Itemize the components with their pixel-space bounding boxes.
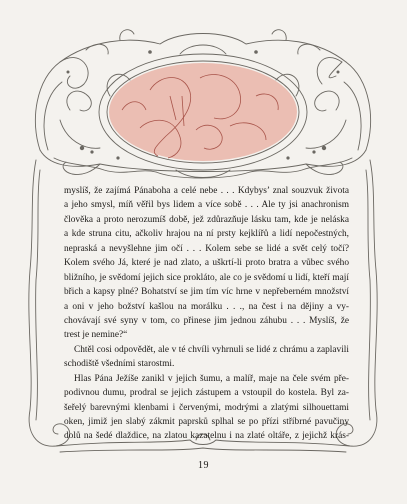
- text-line: schodiště všedními starostmi.: [64, 359, 175, 370]
- text-line: nepraská a nevyšlehne jim očí . . . Kolem sebe se lidé a svět celý točí?: [64, 243, 349, 254]
- text-line: dolů na šedé dlaždice, na zlatou kazatelnu i na zlaté oltáře, z jejichž krás-: [64, 431, 349, 442]
- text-line: a kde struna citu, ačkoliv hrajou na ní prsty kejklířů a lidí nepočestných,: [64, 229, 349, 240]
- right-frame-border: [370, 160, 377, 410]
- text-line: podivnou dumu, prodral se jejich zástupem a vstoupil do kostela. Byl za-: [64, 388, 349, 399]
- page-number: 19: [198, 460, 209, 471]
- text-line: bližního, je svědomí jejich sice prokláto, ale co je svědomí u lidí, kteří mají: [64, 272, 349, 283]
- text-line: a oni v jeho božství kašlou na morálku . . ., na čest i na dějiny a vy-: [64, 301, 349, 312]
- text-line: oken, jimiž jen slabý zákmit paprsků splhal se po přízi stříbrné pavučiny: [64, 417, 349, 427]
- text-line: a jeho smysl, míň věřil bys lidem a více sobě . . . Ale ty jsi anachronism: [64, 200, 349, 211]
- left-frame-border: [29, 160, 36, 410]
- text-line: člověka a proto nerozumíš době, jež zdůrazňuje lásku tam, kde je neláska: [64, 214, 349, 225]
- text-line: šeřelý barevnými klenbami i červenými, modrými a zlatými silhouettami: [64, 402, 349, 413]
- text-line: Hlas Pána Ježíše zanikl v jejich šumu, a malíř, maje na čele svém pře-: [74, 373, 349, 384]
- text-line: chovávají své syny v tom, co přinese jim jednou záhubu . . . Myslíš, že: [64, 315, 349, 326]
- text-line: trest je nemine?“: [64, 330, 128, 341]
- body-text: [64, 184, 349, 444]
- text-line: břich a kapsy plné? Bohatství se jim tím víc hrne v nepřeberném množství: [64, 287, 349, 298]
- text-line: Chtěl cosi odpovědět, ale v té chvíli vyhrnuli se lidé z chrámu a zaplavili: [74, 344, 349, 355]
- text-line: Kolem svého Já, které je nad zlato, a uškrtí-li proto bratra a vůbec svého: [64, 258, 349, 269]
- text-line: myslíš, že zajímá Pánaboha a celé nebe . . . Kdybys’ znal souzvuk života: [64, 186, 349, 196]
- vignette-illustration: [109, 63, 297, 161]
